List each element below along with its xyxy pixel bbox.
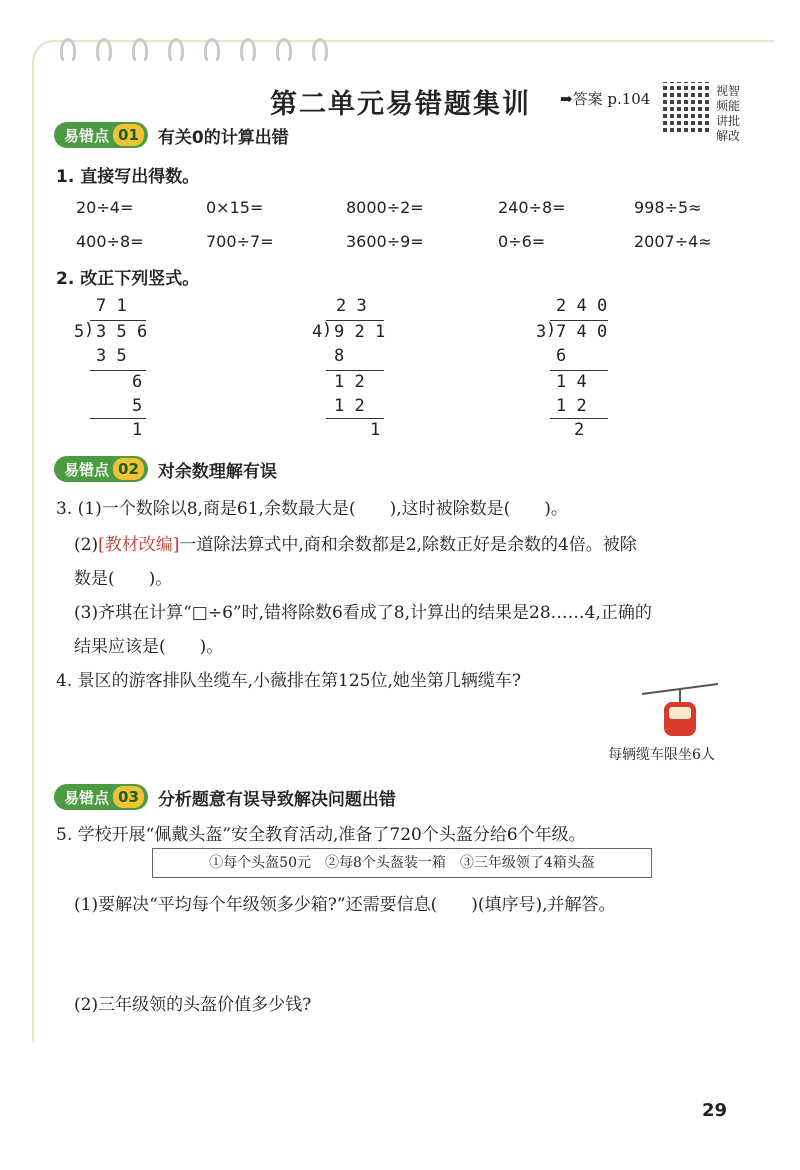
spiral-icon — [168, 38, 184, 64]
section-02-header — [54, 456, 277, 482]
section-badge: 易错点 03 — [54, 784, 148, 810]
spiral-icon — [96, 38, 112, 64]
q5-sub-1: (1)要解决“平均每个年级领多少箱?”还需要信息( )(填序号),并解答。 — [74, 895, 616, 915]
calc-item: 2007÷4≈ — [634, 232, 712, 251]
q5-text: 5. 学校开展“佩戴头盔”安全教育活动,准备了720个头盔分给6个年级。 — [56, 825, 586, 845]
q2-title: 2. 改正下列竖式。 — [56, 269, 200, 289]
spiral-icon — [276, 38, 292, 64]
section-03-header — [54, 784, 396, 810]
spiral-icon — [204, 38, 220, 64]
q1-title: 1. 直接写出得数。 — [56, 167, 200, 187]
calc-item: 20÷4= — [76, 198, 134, 217]
answer-reference[interactable]: ➡答案 p.104 — [560, 90, 651, 108]
calc-item: 700÷7= — [206, 232, 274, 251]
q3-line-3: 数是( )。 — [74, 569, 173, 589]
q3-line-2: (2)[教材改编]一道除法算式中,商和余数都是2,除数正好是余数的4倍。被除 — [74, 535, 637, 555]
q3-line-5: 结果应该是( )。 — [74, 637, 224, 657]
cable-car-caption: 每辆缆车限坐6人 — [608, 747, 715, 763]
calc-item: 0÷6= — [498, 232, 546, 251]
qr-code-icon[interactable] — [660, 82, 710, 132]
calc-item: 3600÷9= — [346, 232, 424, 251]
spiral-icon — [132, 38, 148, 64]
q5-sub-2: (2)三年级领的头盔价值多少钱? — [74, 995, 312, 1015]
cable-car-icon — [640, 680, 720, 740]
binder-spirals — [60, 38, 328, 64]
section-title: 有关0的计算出错 — [157, 127, 289, 148]
section-01-header — [54, 122, 289, 148]
calc-item: 8000÷2= — [346, 198, 424, 217]
section-title: 对余数理解有误 — [157, 461, 277, 482]
section-badge: 易错点 01 — [54, 122, 148, 148]
q3-line-4: (3)齐琪在计算“□÷6”时,错将除数6看成了8,计算出的结果是28……4,正确的 — [74, 603, 652, 623]
textbook-adapted-tag: [教材改编] — [98, 535, 180, 555]
spiral-icon — [60, 38, 76, 64]
q5-info-box: ①每个头盔50元 ②每8个头盔装一箱 ③三年级领了4箱头盔 — [152, 848, 652, 878]
q4-text: 4. 景区的游客排队坐缆车,小薇排在第125位,她坐第几辆缆车? — [56, 671, 521, 691]
section-title: 分析题意有误导致解决问题出错 — [157, 789, 396, 810]
calc-item: 400÷8= — [76, 232, 144, 251]
page-title: 第二单元易错题集训 — [270, 89, 531, 120]
section-badge: 易错点 02 — [54, 456, 148, 482]
calc-item: 240÷8= — [498, 198, 566, 217]
spiral-icon — [312, 38, 328, 64]
page-number: 29 — [702, 1100, 728, 1121]
spiral-icon — [240, 38, 256, 64]
q3-line-1: 3. (1)一个数除以8,商是61,余数最大是( ),这时被除数是( )。 — [56, 499, 568, 519]
qr-label: 视智 频能 讲批 解改 — [716, 84, 741, 143]
calc-item: 998÷5≈ — [634, 198, 702, 217]
calc-item: 0×15= — [206, 198, 264, 217]
